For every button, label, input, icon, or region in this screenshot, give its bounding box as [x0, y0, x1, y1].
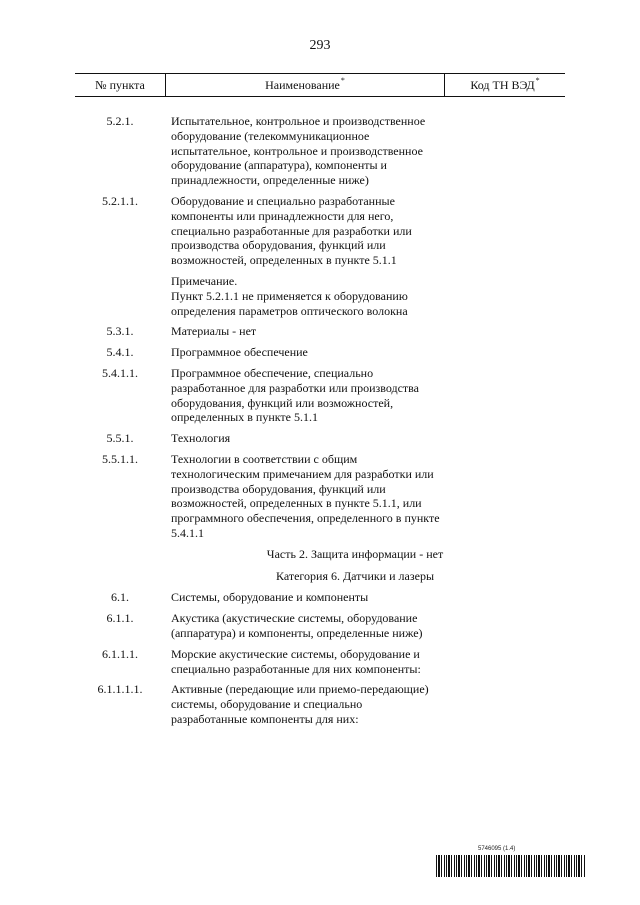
- item-number: 5.5.1.: [106, 431, 134, 446]
- table-row: [75, 324, 565, 339]
- table-row: [75, 274, 565, 318]
- item-description: Акустика (акустические системы, оборудование (аппаратура) и компоненты, определенные ниже): [171, 611, 423, 640]
- table-row: [75, 345, 565, 360]
- item-number: 6.1.1.1.: [102, 646, 138, 661]
- item-number: 5.3.1.: [106, 324, 134, 339]
- table-row: [75, 431, 565, 446]
- item-number: 5.5.1.1.: [102, 451, 138, 466]
- part-heading: Часть 2. Защита информации - нет: [266, 546, 444, 561]
- page-number: 293: [309, 38, 331, 53]
- table-row: [75, 611, 565, 641]
- item-description: Материалы - нет: [171, 324, 257, 339]
- item-description: Морские акустические системы, оборудование и специально разработанные для них компоненты:: [171, 646, 421, 676]
- category-heading: Категория 6. Датчики и лазеры: [275, 568, 434, 583]
- barcode-icon: [436, 855, 586, 877]
- item-description: Активные (передающие или приемо-передающие) системы, оборудование и специально разработанные компоненты для них:: [171, 682, 429, 726]
- item-number: 5.2.1.: [106, 114, 134, 128]
- footnote-asterisk: *: [535, 75, 540, 85]
- item-number: 6.1.1.: [106, 611, 134, 626]
- table-row: [75, 682, 565, 726]
- item-description: Программное обеспечение, специально разработанное для разработки или производства оборудования, функций или возможностей, определенных в пункте 5.1.1: [171, 365, 419, 425]
- document-stamp: 5746095 (1.4): [478, 846, 516, 852]
- item-description: Системы, оборудование и компоненты: [171, 590, 369, 605]
- document-body: [75, 114, 565, 733]
- table-row: [75, 647, 565, 677]
- item-note: Примечание. Пункт 5.2.1.1 не применяется к оборудованию определения параметров оптического волокна: [171, 273, 408, 318]
- item-number: 6.1.1.1.1.: [97, 682, 143, 697]
- item-number: 6.1.: [111, 590, 129, 605]
- item-number: 5.4.1.1.: [102, 365, 138, 380]
- item-description: Оборудование и специально разработанные компоненты или принадлежности для него, специально разработанные для разработки или производства оборудования, функций или возможностей, определенных в пункте 5.1.1: [171, 193, 412, 268]
- item-description: Технологии в соответствии с общим технологическим примечанием для разработки или производства оборудования, функций или возможностей, определенных в пункте 5.1.1, или программного обеспечения, определенного в пункте 5.4.1.1: [171, 451, 440, 540]
- table-header: [75, 73, 565, 97]
- item-description: Технология: [171, 431, 231, 446]
- table-row: [75, 194, 565, 268]
- item-number: 5.4.1.: [106, 345, 134, 360]
- table-row: [75, 590, 565, 605]
- item-number: 5.2.1.1.: [102, 193, 138, 208]
- item-description: Программное обеспечение: [171, 345, 308, 360]
- item-description: Испытательное, контрольное и производственное оборудование (телекоммуникационное испытательное, контрольное и производственное оборудование (аппаратура), компоненты и принадлежности, определенные ниже): [171, 114, 426, 188]
- header-code-column: Код ТН ВЭД *: [470, 75, 540, 92]
- header-number-column: № пункта: [95, 77, 145, 92]
- footnote-asterisk: *: [340, 75, 345, 85]
- header-name-column: Наименование *: [165, 74, 445, 96]
- part-heading-row: [75, 547, 565, 562]
- table-row: [75, 366, 565, 425]
- table-row: [75, 452, 565, 541]
- category-heading-row: [75, 569, 565, 584]
- table-row: [75, 114, 565, 188]
- item-number: [75, 274, 165, 318]
